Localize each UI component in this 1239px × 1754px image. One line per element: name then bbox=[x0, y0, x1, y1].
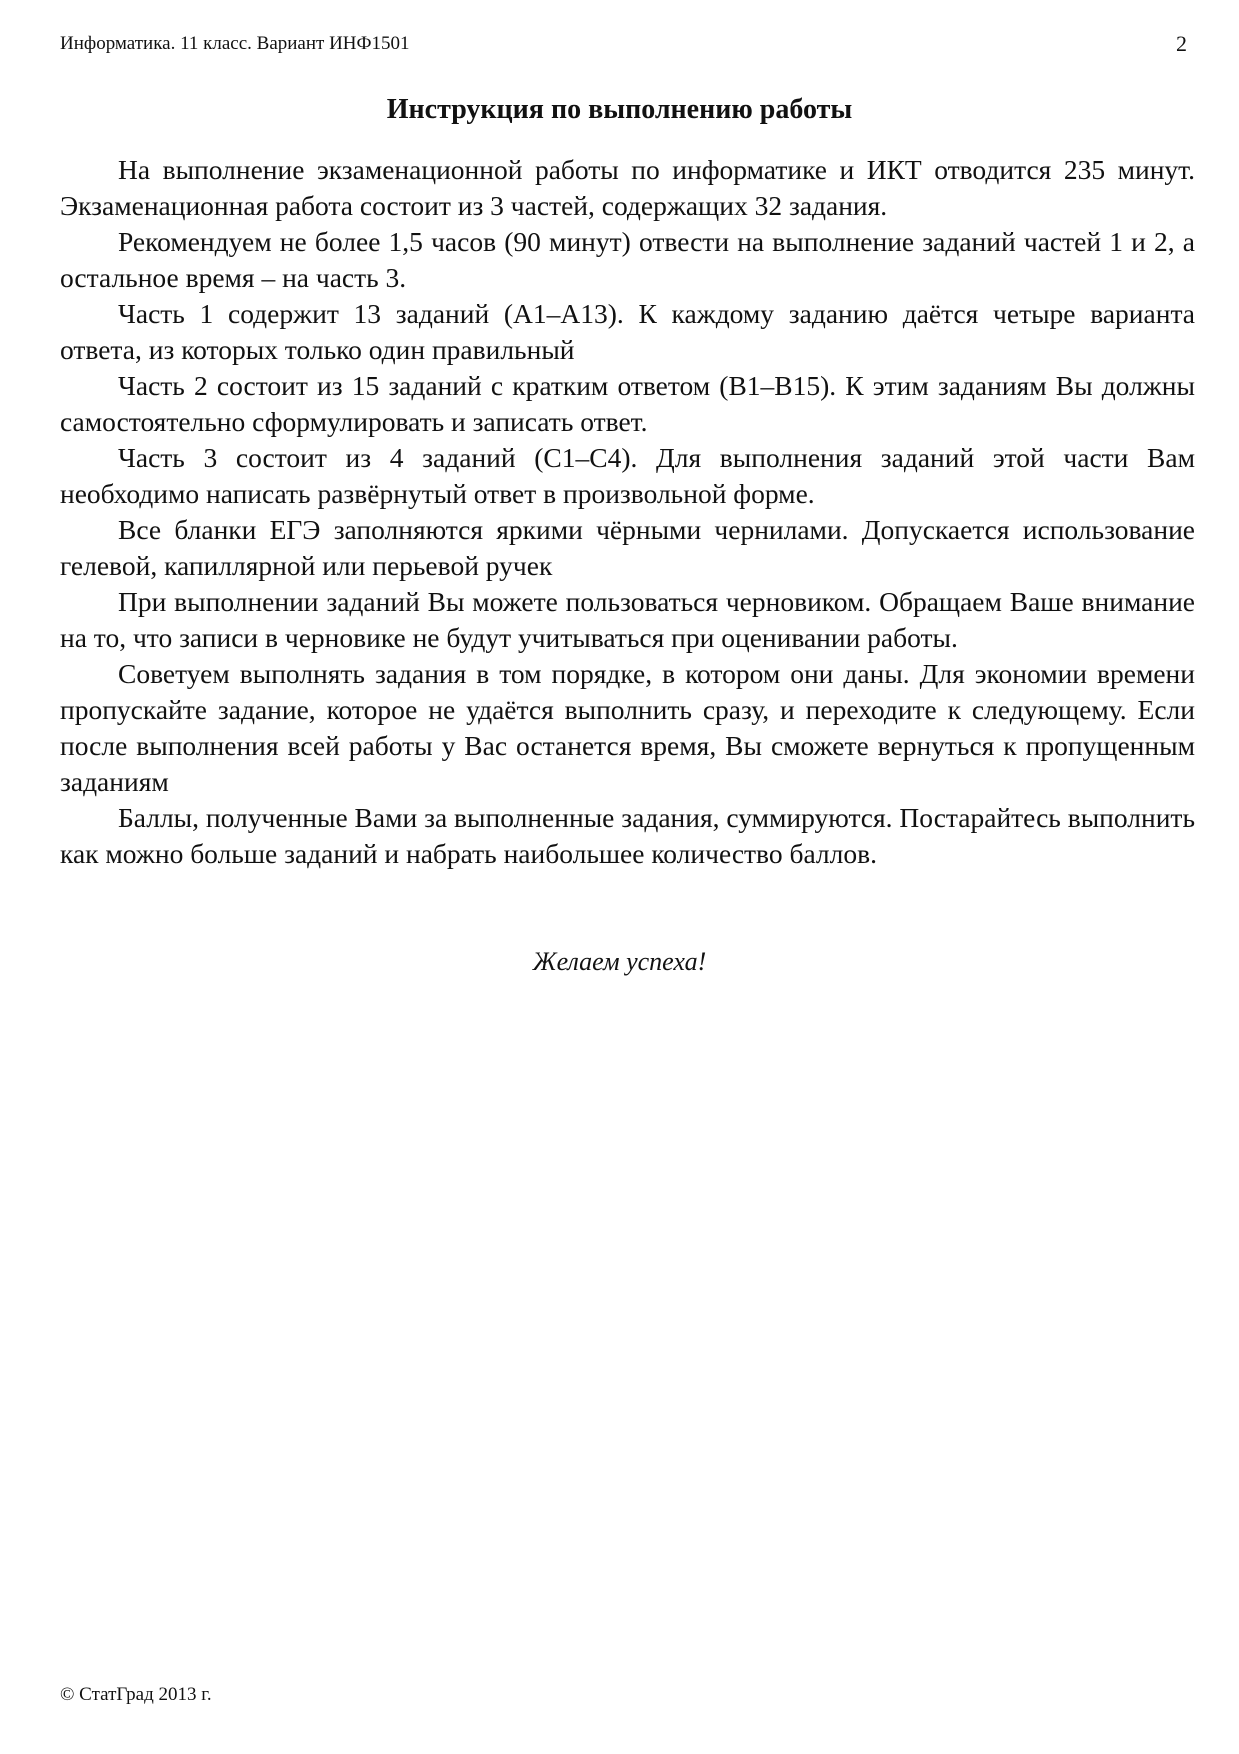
page-title: Инструкция по выполнению работы bbox=[386, 94, 853, 125]
paragraph-recommendation: Рекомендуем не более 1,5 часов (90 минут) отвести на выполнение заданий частей 1 и 2, а остальное время – на часть 3. bbox=[60, 226, 1195, 293]
paragraph-forms: Все бланки ЕГЭ заполняются яркими чёрными чернилами. Допускается использование гелевой, капиллярной или перьевой ручек bbox=[60, 514, 1195, 581]
instructions-body bbox=[60, 152, 1195, 872]
paragraph-draft: При выполнении заданий Вы можете пользоваться черновиком. Обращаем Ваше внимание на то, что записи в черновике не будут учитываться при оценивании работы. bbox=[60, 586, 1195, 653]
page-number: 2 bbox=[1176, 31, 1187, 56]
paragraph-part-3: Часть 3 состоит из 4 заданий (С1–С4). Для выполнения заданий этой части Вам необходимо написать развёрнутый ответ в произвольной форме. bbox=[60, 442, 1195, 509]
paragraph-scores: Баллы, полученные Вами за выполненные задания, суммируются. Постарайтесь выполнить как можно больше заданий и набрать наибольшее количество баллов. bbox=[60, 802, 1195, 869]
paragraph-time: На выполнение экзаменационной работы по информатике и ИКТ отводится 235 минут. Экзаменационная работа состоит из 3 частей, содержащих 32 задания. bbox=[60, 154, 1195, 221]
paragraph-part-1: Часть 1 содержит 13 заданий (А1–А13). К каждому заданию даётся четыре варианта ответа, из которых только один правильный bbox=[60, 298, 1195, 365]
closing-wish: Желаем успеха! bbox=[532, 947, 707, 976]
paragraph-order: Советуем выполнять задания в том порядке, в котором они даны. Для экономии времени пропускайте задание, которое не удаётся выполнить сразу, и переходите к следующему. Если после выполнения всей работы у Вас останется время, Вы сможете вернуться к пропущенным заданиям bbox=[60, 658, 1195, 797]
page-footer: © СтатГрад 2013 г. bbox=[60, 1684, 212, 1705]
paragraph-part-2: Часть 2 состоит из 15 заданий с кратким ответом (B1–B15). К этим заданиям Вы должны самостоятельно сформулировать и записать ответ. bbox=[60, 370, 1195, 437]
header-subject: Информатика. 11 класс. Вариант ИНФ1501 bbox=[60, 33, 410, 54]
